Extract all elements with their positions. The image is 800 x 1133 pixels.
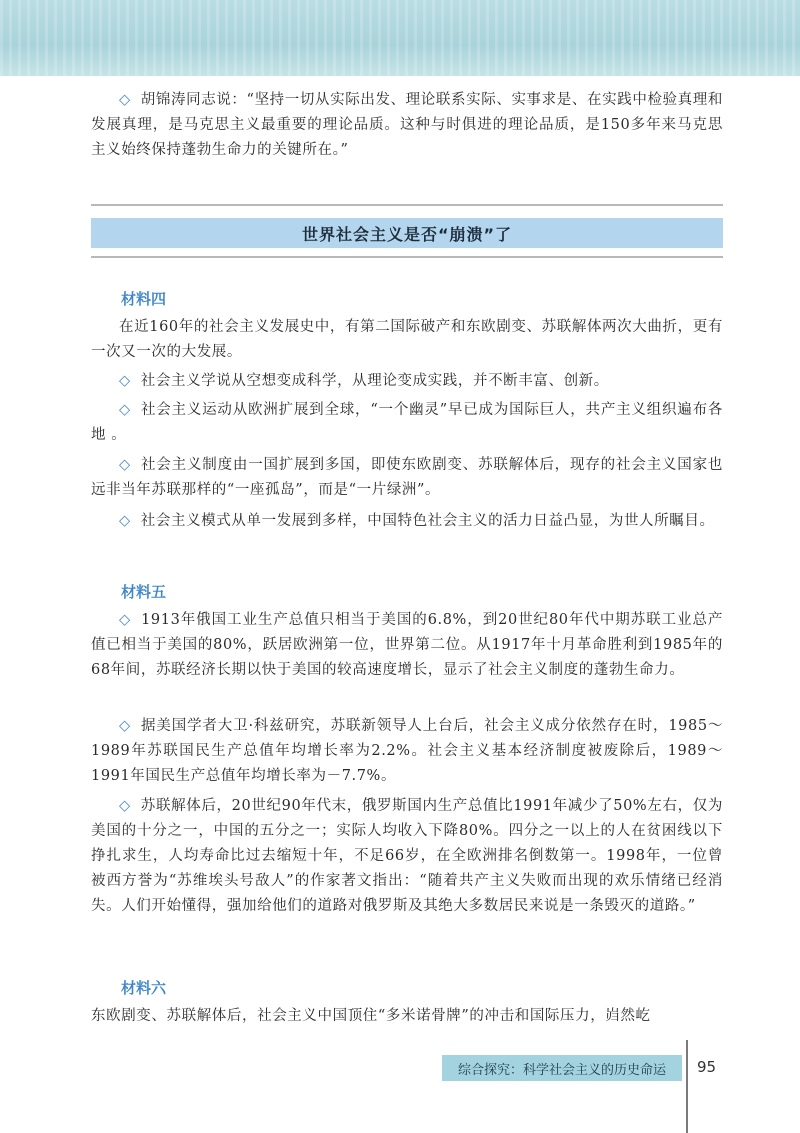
diamond-bullet-icon: ◇ xyxy=(119,402,131,418)
page-number: 95 xyxy=(697,1058,717,1076)
material6-heading: 材料六 xyxy=(121,979,167,997)
diamond-bullet-icon: ◇ xyxy=(119,798,131,814)
diamond-bullet-icon: ◇ xyxy=(119,457,131,473)
material4-point: ◇ 社会主义运动从欧洲扩展到全球，“一个幽灵”早已成为国际巨人，共产主义组织遍布各地 。 xyxy=(91,402,723,443)
material4-intro: 在近160年的社会主义发展史中，有第二国际破产和东欧剧变、苏联解体两次大曲折，更有一次又一次的大发展。 xyxy=(91,319,723,360)
material5-point: ◇ 苏联解体后，20世纪90年代末，俄罗斯国内生产总值比1991年减少了50%左右，仅为美国的十分之一，中国的五分之一；实际人均收入下降80%。四分之一以上的人在贫困线以下挣扎求生，人均寿命比过去缩短十年，不足66岁，在全欧洲排名倒数第一。1998年，一位曾被西方誉为“苏维埃头号敌人”的作家著文指出：“随着共产主义失败而出现的欢乐情绪已经消失。人们开始懂得，强加给他们的道路对俄罗斯及其绝大多数居民来说是一条毁灭的道路。” xyxy=(91,798,723,914)
material6-text: 东欧剧变、苏联解体后，社会主义中国顶住“多米诺骨牌”的冲击和国际压力，岿然屹 xyxy=(91,1008,651,1024)
section-title: 世界社会主义是否“崩溃”了 xyxy=(91,218,723,248)
material4-point: ◇ 社会主义学说从空想变成科学，从理论变成实践，并不断丰富、创新。 xyxy=(119,373,609,389)
footer-chapter-label: 综合探究：科学社会主义的历史命运 xyxy=(442,1055,682,1081)
quote-paragraph xyxy=(91,88,723,163)
diamond-bullet-icon: ◇ xyxy=(119,612,132,628)
diamond-bullet-icon: ◇ xyxy=(119,92,131,108)
diamond-bullet-icon: ◇ xyxy=(119,718,132,734)
quote-text: 胡锦涛同志说：“坚持一切从实际出发、理论联系实际、实事求是、在实践中检验真理和发展真理，是马克思主义最重要的理论品质。这种与时俱进的理论品质，是150多年来马克思主义始终保持蓬勃生命力的关键所在。” xyxy=(91,92,723,158)
material4-heading: 材料四 xyxy=(121,290,167,308)
section-rule-bottom xyxy=(91,256,723,258)
footer-divider-line xyxy=(686,1040,688,1133)
material5-heading: 材料五 xyxy=(121,583,167,601)
diamond-bullet-icon: ◇ xyxy=(119,373,131,389)
diamond-bullet-icon: ◇ xyxy=(119,513,131,529)
material4-point: ◇ 社会主义制度由一国扩展到多国，即使东欧剧变、苏联解体后，现存的社会主义国家也远非当年苏联那样的“一座孤岛”，而是“一片绿洲”。 xyxy=(91,457,723,498)
material4-point: ◇ 社会主义模式从单一发展到多样，中国特色社会主义的活力日益凸显，为世人所瞩目。 xyxy=(119,513,715,529)
material5-point: ◇ 据美国学者大卫·科兹研究，苏联新领导人上台后，社会主义成分依然存在时，1985～1989年苏联国民生产总值年均增长率为2.2%。社会主义基本经济制度被废除后，1989～1991年国民生产总值年均增长率为－7.7%。 xyxy=(91,718,723,784)
section-rule-top xyxy=(91,204,723,206)
material5-point: ◇ 1913年俄国工业生产总值只相当于美国的6.8%，到20世纪80年代中期苏联工业总产值已相当于美国的80%，跃居欧洲第一位，世界第二位。从1917年十月革命胜利到1985年的68年间，苏联经济长期以快于美国的较高速度增长，显示了社会主义制度的蓬勃生命力。 xyxy=(91,612,723,678)
header-band xyxy=(0,0,800,76)
